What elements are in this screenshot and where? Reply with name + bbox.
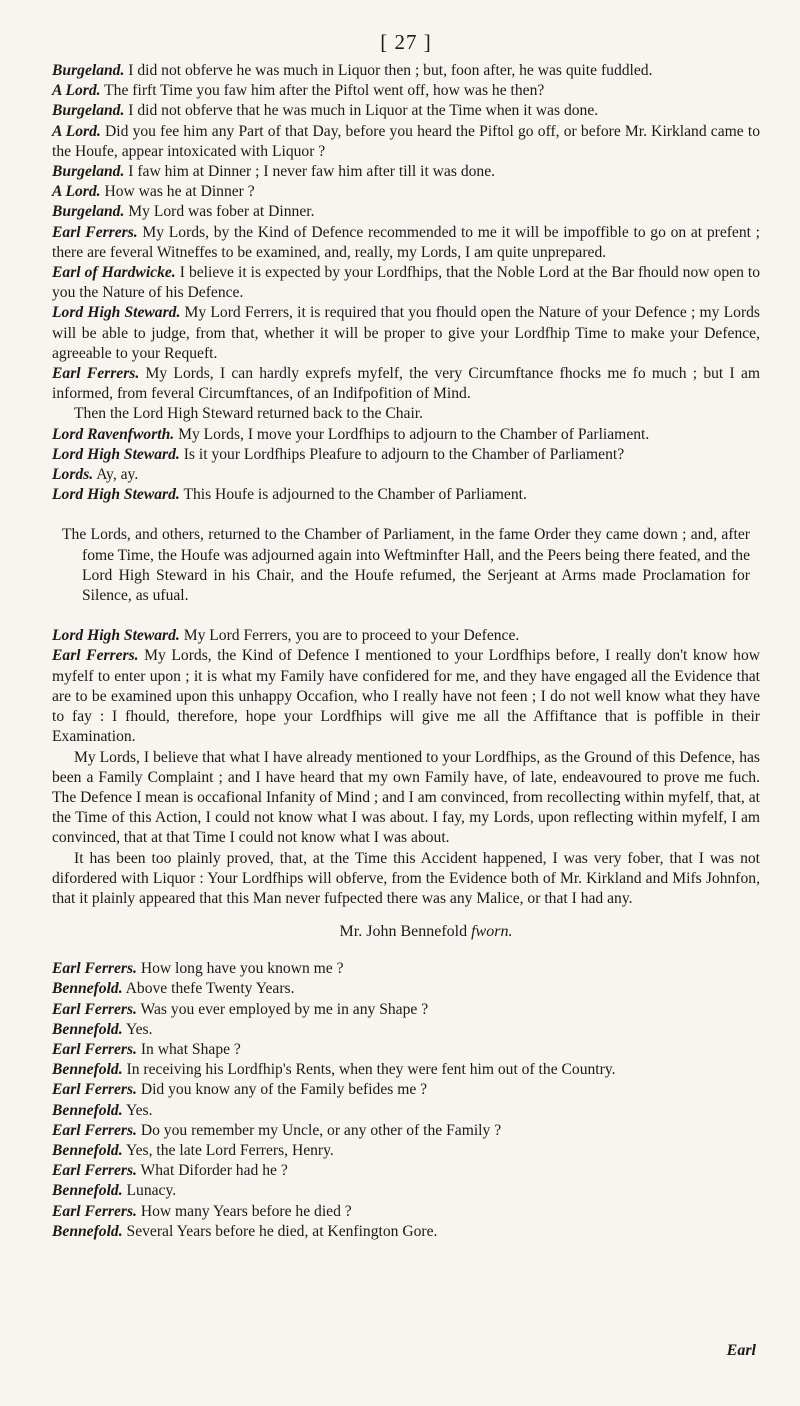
- speech-text: The firft Time you faw him after the Piftol went off, how was he then?: [104, 82, 545, 100]
- dialogue-line: [52, 1080, 760, 1100]
- speaker-name: Earl Ferrers.: [52, 1121, 137, 1139]
- dialogue-section-1: [52, 61, 760, 505]
- speaker-name: Bennefold.: [52, 1182, 123, 1200]
- speech-text: Lunacy.: [126, 1182, 177, 1200]
- speaker-name: Burgeland.: [52, 62, 125, 79]
- speech-text: My Lords, the Kind of Defence I mentioned to your Lordfhips before, I really don't know how myfelf to enter upon ; it is what my Family have confidered for me, and they have engaged all the Evidence that are to be examined upon this unhappy Occafion, who I really have not feen ; I do not well know what they have to fay : I fhould, therefore, hope your Lordfhips will give me all the Affiftance that is poffible in their Examination.: [52, 647, 760, 746]
- speech-text: Above thefe Twenty Years.: [125, 980, 295, 998]
- dialogue-line: [52, 202, 760, 222]
- speech-text: Was you ever employed by me in any Shape ?: [140, 1000, 429, 1018]
- speaker-name: Lord High Steward.: [52, 445, 180, 463]
- dialogue-line: [52, 1121, 760, 1141]
- witness-name: John Bennefold: [366, 923, 468, 941]
- defence-section: [52, 748, 760, 910]
- speaker-name: Earl Ferrers.: [52, 1202, 137, 1220]
- dialogue-line: [52, 182, 760, 202]
- speech-text: How was he at Dinner ?: [104, 183, 255, 201]
- speech-text: I did not obferve that he was much in Liquor at the Time when it was done.: [128, 102, 599, 120]
- speaker-name: Lord High Steward.: [52, 304, 181, 322]
- defence-paragraph: My Lords, I believe that what I have already mentioned to your Lordfhips, as the Ground of this Defence, has been a Family Complaint ; and I have heard that my own Family have, of late, endeavoured to prove me fuch. The Defence I mean is occafional Infanity of Mind ; and I am convinced, from recollecting within myfelf, that, at the Time of this Action, I could not know what I was about. I fay, my Lords, upon reflecting within myfelf, I am convinced, that at that Time I could not know what I was about.: [52, 748, 760, 847]
- speaker-name: Burgeland.: [52, 203, 125, 221]
- sworn-prefix: Mr.: [339, 923, 363, 941]
- paragraph-gap: [52, 505, 760, 525]
- speaker-name: Earl Ferrers.: [52, 365, 140, 383]
- dialogue-line: [52, 1101, 760, 1121]
- sworn-suffix: fworn.: [471, 923, 513, 941]
- speaker-name: Earl Ferrers.: [52, 1040, 137, 1058]
- dialogue-line: [52, 303, 760, 364]
- speech-text: Is it your Lordfhips Pleafure to adjourn to the Chamber of Parliament?: [183, 445, 625, 463]
- dialogue-line: [52, 1141, 760, 1161]
- speech-text: My Lords, I move your Lordfhips to adjourn to the Chamber of Parliament.: [178, 425, 650, 443]
- dialogue-line: [52, 1181, 760, 1201]
- speech-text: I faw him at Dinner ; I never faw him after till it was done.: [128, 163, 496, 181]
- dialogue-line: [52, 1222, 760, 1242]
- speech-text: Several Years before he died, at Kenfington Gore.: [126, 1222, 438, 1240]
- examination-section: [52, 959, 760, 1242]
- speaker-name: Bennefold.: [52, 1101, 123, 1119]
- speech-text: Did you fee him any Part of that Day, before you heard the Piftol go off, or before Mr. Kirkland came to the Houfe, appear intoxicated with Liquor ?: [52, 122, 760, 160]
- speaker-name: Bennefold.: [52, 1020, 123, 1038]
- dialogue-line: [52, 445, 760, 465]
- speaker-name: Lords.: [52, 466, 94, 484]
- speech-text: This Houfe is adjourned to the Chamber of Parliament.: [183, 486, 527, 504]
- dialogue-line: [52, 1040, 760, 1060]
- dialogue-line: [52, 485, 760, 505]
- sworn-heading: [92, 923, 760, 941]
- speaker-name: Earl Ferrers.: [52, 960, 137, 978]
- speaker-name: Lord High Steward.: [52, 486, 180, 504]
- speech-text: How many Years before he died ?: [140, 1202, 352, 1220]
- speaker-name: Lord Ravenfworth.: [52, 425, 175, 443]
- speaker-name: A Lord.: [52, 122, 101, 140]
- dialogue-line: [52, 101, 760, 121]
- dialogue-line: [52, 404, 760, 424]
- dialogue-line: [52, 646, 760, 747]
- speech-text: In receiving his Lordfhip's Rents, when they were fent him out of the Country.: [126, 1061, 616, 1079]
- speaker-name: Bennefold.: [52, 1061, 123, 1079]
- speech-text: Do you remember my Uncle, or any other of the Family ?: [140, 1121, 502, 1139]
- speech-text: My Lord was fober at Dinner.: [128, 203, 315, 221]
- speech-text: In what Shape ?: [140, 1040, 241, 1058]
- page-number: [ 27 ]: [380, 30, 432, 54]
- dialogue-line: [52, 979, 760, 999]
- speaker-name: Earl Ferrers.: [52, 647, 139, 665]
- speech-text: Yes, the late Lord Ferrers, Henry.: [125, 1141, 334, 1159]
- speech-text: What Diforder had he ?: [140, 1162, 288, 1180]
- speech-text: My Lord Ferrers, it is required that you fhould open the Nature of your Defence ; my Lords will be able to judge, from that, whether it will be proper to give your Lordfhip Time to make your Defence, agreeable to your Requeft.: [52, 304, 760, 362]
- speaker-name: Earl Ferrers.: [52, 223, 138, 241]
- dialogue-line: [52, 364, 760, 404]
- dialogue-line: [52, 263, 760, 303]
- speaker-name: Burgeland.: [52, 102, 125, 120]
- dialogue-line: [52, 81, 760, 101]
- speech-text: My Lords, by the Kind of Defence recommended to me it will be impoffible to go on at prefent ; there are feveral Witneffes to be examined, and, really, my Lords, I am quite unprepared.: [52, 223, 761, 261]
- speech-text: Ay, ay.: [96, 466, 139, 484]
- speaker-name: Earl Ferrers.: [52, 1081, 137, 1099]
- speaker-name: Earl Ferrers.: [52, 1000, 137, 1018]
- speech-text: Yes.: [125, 1020, 153, 1038]
- speech-text: My Lords, I can hardly exprefs myfelf, the very Circumftance fhocks me fo much ; but I am informed, from feveral Circumftances, of an Indifpofition of Mind.: [52, 365, 760, 403]
- dialogue-line: [52, 1060, 760, 1080]
- speaker-name: Earl Ferrers.: [52, 1162, 137, 1180]
- speech-text: My Lord Ferrers, you are to proceed to your Defence.: [183, 627, 520, 645]
- catchword: Earl: [726, 1342, 756, 1359]
- speech-text: I believe it is expected by your Lordfhips, that the Noble Lord at the Bar fhould now open to you the Nature of his Defence.: [52, 264, 761, 302]
- dialogue-line: [52, 162, 760, 182]
- defence-paragraph: It has been too plainly proved, that, at the Time this Accident happened, I was very fober, that I was not difordered with Liquor : Your Lordfhips will obferve, from the Evidence both of Mr. Kirkland and Mifs Johnfon, that it plainly appeared that this Man never fufpected there was any Malice, or that I had any.: [52, 849, 760, 907]
- speaker-name: Lord High Steward.: [52, 627, 180, 645]
- paragraph-gap: [52, 606, 760, 626]
- dialogue-line: [52, 1000, 760, 1020]
- dialogue-line: [52, 425, 760, 445]
- dialogue-line: [52, 122, 760, 162]
- speech-text: How long have you known me ?: [140, 960, 344, 978]
- dialogue-line: [52, 465, 760, 485]
- speaker-name: A Lord.: [52, 82, 101, 100]
- dialogue-line: [52, 1161, 760, 1181]
- dialogue-line: [52, 1020, 760, 1040]
- narrative-paragraph: The Lords, and others, returned to the Chamber of Parliament, in the fame Order they came down ; and, after fome Time, the Houfe was adjourned again into Weftminfter Hall, and the Peers being there feated, and the Lord High Steward in his Chair, and the Houfe refumed, the Serjeant at Arms made Proclamation for Silence, as ufual.: [62, 526, 750, 605]
- speech-text: Yes.: [125, 1101, 153, 1119]
- speech-text: Did you know any of the Family befides me ?: [140, 1081, 428, 1099]
- dialogue-section-2: [52, 626, 760, 747]
- speaker-name: Bennefold.: [52, 980, 123, 998]
- speaker-name: A Lord.: [52, 183, 101, 201]
- dialogue-line: [52, 959, 760, 979]
- speaker-name: Earl of Hardwicke.: [52, 264, 176, 282]
- dialogue-line: [52, 223, 760, 263]
- dialogue-line: [52, 61, 760, 81]
- speaker-name: Burgeland.: [52, 163, 125, 181]
- speaker-name: Bennefold.: [52, 1141, 123, 1159]
- dialogue-line: [52, 626, 760, 646]
- speech-text: Then the Lord High Steward returned back to the Chair.: [74, 405, 424, 423]
- speaker-name: Bennefold.: [52, 1222, 123, 1240]
- speech-text: I did not obferve he was much in Liquor then ; but, foon after, he was quite fuddled.: [128, 62, 653, 79]
- dialogue-line: [52, 1202, 760, 1222]
